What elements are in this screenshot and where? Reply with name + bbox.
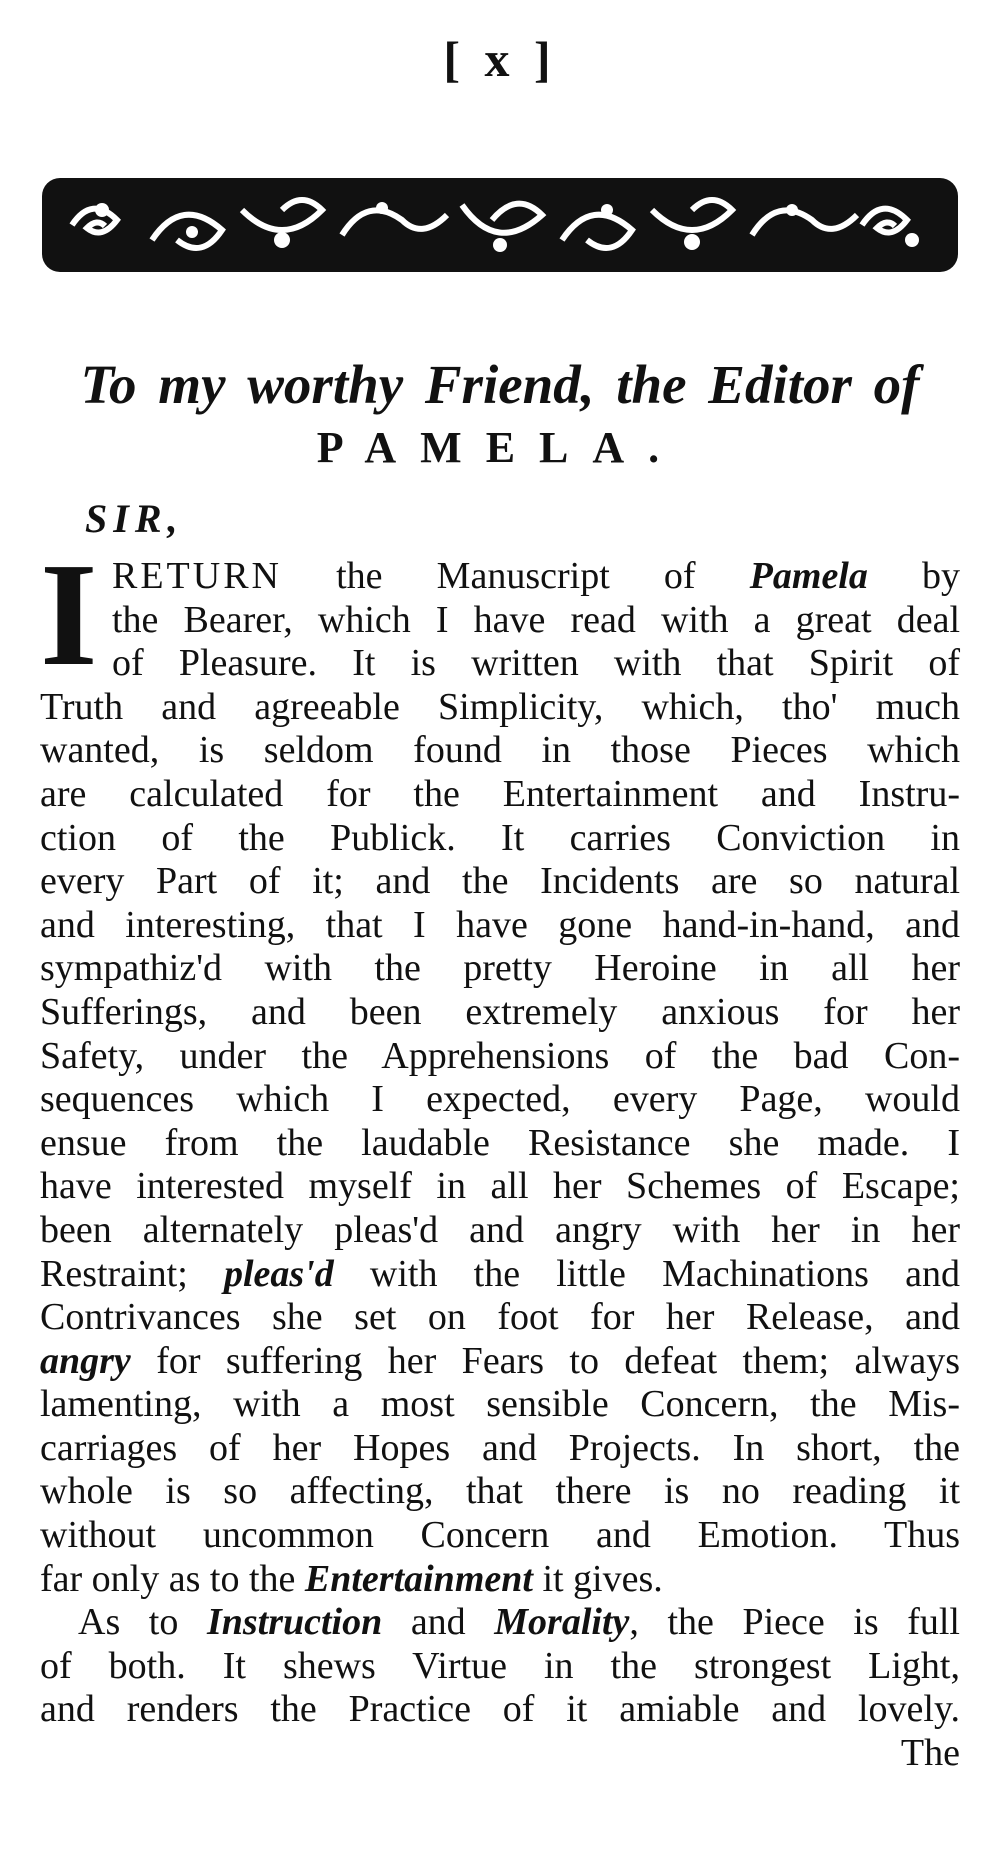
text-line: the Bearer, which I have read with a great deal: [112, 598, 960, 641]
text-line: every Part of it; and the Incidents are so natural: [40, 860, 960, 903]
drop-cap: I: [40, 533, 98, 697]
decorative-headpiece: [42, 170, 958, 280]
text-line: Truth and agreeable Simplicity, which, tho' much: [40, 685, 960, 728]
letter-title: To my worthy Friend, the Editor of: [80, 354, 920, 415]
letter-body: [40, 533, 961, 1776]
letter-title-pamela: PAMELA.: [316, 423, 684, 472]
text-line: Sufferings, and been extremely anxious for her: [40, 990, 960, 1033]
text-line: RETURN the Manuscript of Pamela by: [112, 555, 961, 597]
text-line: wanted, is seldom found in those Pieces which: [40, 729, 960, 772]
text-line: Restraint; pleas'd with the little Machinations and: [40, 1252, 960, 1295]
text-line: carriages of her Hopes and Projects. In short, the: [40, 1426, 960, 1469]
text-line: sympathiz'd with the pretty Heroine in all her: [40, 947, 960, 990]
page-number: [ x ]: [443, 31, 557, 87]
text-line: whole is so affecting, that there is no reading it: [40, 1470, 960, 1513]
text-line: far only as to the Entertainment it gives.: [40, 1557, 663, 1600]
text-line: lamenting, with a most sensible Concern, the Mis-: [40, 1383, 960, 1426]
book-page: [40, 0, 960, 1870]
text-line: As to Instruction and Morality, the Piece is full: [78, 1601, 960, 1644]
text-line: and renders the Practice of it amiable and lovely.: [40, 1688, 960, 1731]
text-line: Contrivances she set on foot for her Release, and: [40, 1296, 960, 1339]
text-line: angry for suffering her Fears to defeat them; always: [40, 1339, 960, 1382]
text-line: are calculated for the Entertainment and Instru-: [40, 772, 960, 815]
text-line: ensue from the laudable Resistance she made. I: [40, 1121, 960, 1164]
text-line: have interested myself in all her Schemes of Escape;: [40, 1165, 960, 1208]
text-line: and interesting, that I have gone hand-in-hand, and: [40, 903, 960, 946]
text-line: ction of the Publick. It carries Conviction in: [40, 816, 960, 859]
text-line: of Pleasure. It is written with that Spirit of: [112, 642, 960, 685]
text-line: been alternately pleas'd and angry with her in her: [40, 1208, 960, 1251]
text-line: Safety, under the Apprehensions of the bad Con-: [40, 1034, 960, 1077]
catchword: The: [900, 1732, 960, 1775]
salutation: SIR,: [85, 496, 184, 541]
text-line: sequences which I expected, every Page, would: [40, 1078, 960, 1121]
text-line: without uncommon Concern and Emotion. Thus: [40, 1514, 960, 1557]
text-line: of both. It shews Virtue in the strongest Light,: [40, 1644, 960, 1687]
